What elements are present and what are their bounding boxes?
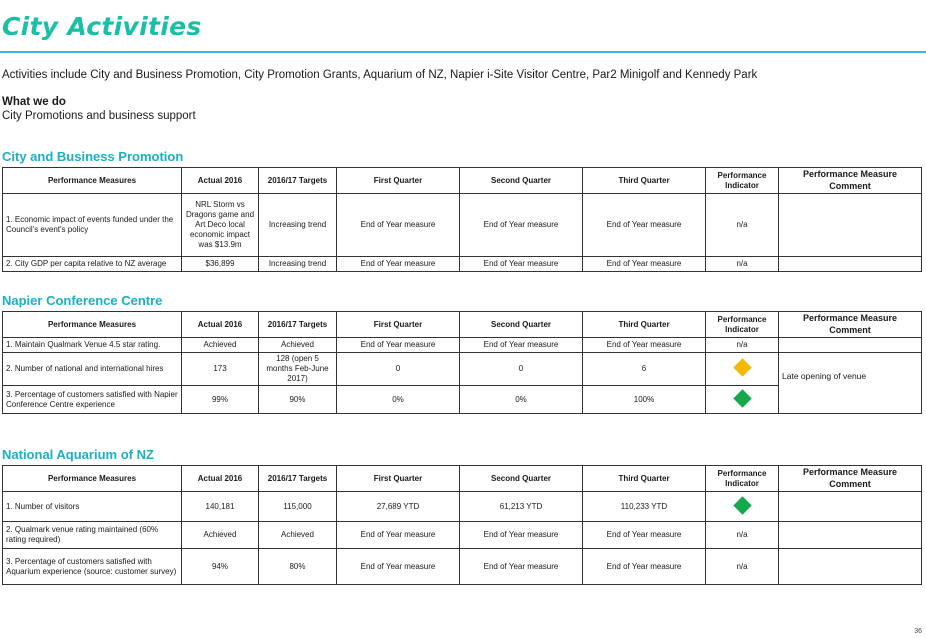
header-q2: Second Quarter (460, 466, 583, 492)
header-indicator: Performance Indicator (706, 312, 779, 338)
measure-cell: 3. Percentage of customers satisfied with Aquarium experience (source: customer survey) (3, 549, 182, 585)
green-diamond-icon (733, 496, 751, 514)
indicator-cell: n/a (706, 338, 779, 353)
table-row (3, 194, 922, 257)
target-cell: Achieved (259, 338, 337, 353)
q2-cell: End of Year measure (460, 338, 583, 353)
q2-cell: 61,213 YTD (460, 492, 583, 522)
header-q2: Second Quarter (460, 168, 583, 194)
actual-cell: NRL Storm vs Dragons game and Art Deco local economic impact was $13.9m (182, 194, 259, 257)
target-cell: Increasing trend (259, 194, 337, 257)
indicator-cell: n/a (706, 522, 779, 549)
target-cell: 80% (259, 549, 337, 585)
section-title-napier-conference-centre: Napier Conference Centre (2, 293, 163, 308)
header-actual: Actual 2016 (182, 312, 259, 338)
table-row (3, 338, 922, 353)
target-cell: Increasing trend (259, 257, 337, 272)
comment-cell (779, 549, 922, 585)
measure-cell: 2. Qualmark venue rating maintained (60% rating required) (3, 522, 182, 549)
measure-cell: 2. City GDP per capita relative to NZ average (3, 257, 182, 272)
header-targets: 2016/17 Targets (259, 312, 337, 338)
header-targets: 2016/17 Targets (259, 466, 337, 492)
q2-cell: 0% (460, 386, 583, 414)
header-q2: Second Quarter (460, 312, 583, 338)
table-header-row (3, 168, 922, 194)
q1-cell: End of Year measure (337, 257, 460, 272)
q3-cell: End of Year measure (583, 194, 706, 257)
header-actual: Actual 2016 (182, 168, 259, 194)
q1-cell: End of Year measure (337, 194, 460, 257)
indicator-cell: n/a (706, 194, 779, 257)
comment-cell (779, 194, 922, 257)
indicator-cell: n/a (706, 257, 779, 272)
intro-text: Activities include City and Business Promotion, City Promotion Grants, Aquarium of NZ, Napier i-Site Visitor Centre, Par2 Minigolf and Kennedy Park (2, 69, 758, 81)
actual-cell: 173 (182, 353, 259, 386)
header-comment: Performance Measure Comment (779, 312, 922, 338)
section-title-national-aquarium: National Aquarium of NZ (2, 447, 154, 462)
target-cell: 115,000 (259, 492, 337, 522)
actual-cell: 140,181 (182, 492, 259, 522)
measure-cell: 2. Number of national and international hires (3, 353, 182, 386)
q1-cell: 0% (337, 386, 460, 414)
comment-cell (779, 522, 922, 549)
header-comment: Performance Measure Comment (779, 168, 922, 194)
indicator-cell (706, 492, 779, 522)
table-row (3, 257, 922, 272)
header-targets: 2016/17 Targets (259, 168, 337, 194)
comment-cell (779, 257, 922, 272)
comment-cell (779, 338, 922, 353)
q1-cell: End of Year measure (337, 549, 460, 585)
table-row (3, 522, 922, 549)
header-actual: Actual 2016 (182, 466, 259, 492)
actual-cell: 94% (182, 549, 259, 585)
indicator-cell (706, 353, 779, 386)
measure-cell: 1. Number of visitors (3, 492, 182, 522)
green-diamond-icon (733, 389, 751, 407)
q2-cell: End of Year measure (460, 522, 583, 549)
table-napier-conference-centre (2, 311, 922, 414)
table-national-aquarium (2, 465, 922, 585)
measure-cell: 1. Economic impact of events funded under the Council's event's policy (3, 194, 182, 257)
comment-cell (779, 492, 922, 522)
table-header-row (3, 466, 922, 492)
table-row (3, 549, 922, 585)
table-row (3, 353, 922, 386)
header-q1: First Quarter (337, 466, 460, 492)
q1-cell: End of Year measure (337, 338, 460, 353)
q2-cell: End of Year measure (460, 257, 583, 272)
table-header-row (3, 312, 922, 338)
q3-cell: 100% (583, 386, 706, 414)
header-comment: Performance Measure Comment (779, 466, 922, 492)
table-row (3, 492, 922, 522)
measure-cell: 1. Maintain Qualmark Venue 4.5 star rating. (3, 338, 182, 353)
measure-cell: 3. Percentage of customers satisfied with Napier Conference Centre experience (3, 386, 182, 414)
q1-cell: 27,689 YTD (337, 492, 460, 522)
header-q3: Third Quarter (583, 168, 706, 194)
q2-cell: End of Year measure (460, 194, 583, 257)
header-q1: First Quarter (337, 312, 460, 338)
q3-cell: End of Year measure (583, 338, 706, 353)
q3-cell: 6 (583, 353, 706, 386)
header-q1: First Quarter (337, 168, 460, 194)
target-cell: 128 (open 5 months Feb-June 2017) (259, 353, 337, 386)
table-city-business-promotion (2, 167, 922, 272)
q2-cell: 0 (460, 353, 583, 386)
q3-cell: End of Year measure (583, 549, 706, 585)
q3-cell: End of Year measure (583, 522, 706, 549)
header-measures: Performance Measures (3, 312, 182, 338)
q2-cell: End of Year measure (460, 549, 583, 585)
header-q3: Third Quarter (583, 312, 706, 338)
what-we-do-heading: What we do (2, 96, 66, 108)
actual-cell: 99% (182, 386, 259, 414)
what-we-do-text: City Promotions and business support (2, 110, 196, 122)
page-number: 36 (914, 628, 922, 635)
q1-cell: 0 (337, 353, 460, 386)
header-indicator: Performance Indicator (706, 466, 779, 492)
actual-cell: Achieved (182, 522, 259, 549)
target-cell: 90% (259, 386, 337, 414)
title-divider (0, 51, 926, 53)
indicator-cell: n/a (706, 549, 779, 585)
header-q3: Third Quarter (583, 466, 706, 492)
amber-diamond-icon (733, 358, 751, 376)
q3-cell: End of Year measure (583, 257, 706, 272)
actual-cell: Achieved (182, 338, 259, 353)
actual-cell: $36,899 (182, 257, 259, 272)
target-cell: Achieved (259, 522, 337, 549)
q1-cell: End of Year measure (337, 522, 460, 549)
q3-cell: 110,233 YTD (583, 492, 706, 522)
header-measures: Performance Measures (3, 466, 182, 492)
page-title: City Activities (2, 12, 202, 41)
header-measures: Performance Measures (3, 168, 182, 194)
header-indicator: Performance Indicator (706, 168, 779, 194)
indicator-cell (706, 386, 779, 414)
section-title-city-business-promotion: City and Business Promotion (2, 149, 184, 164)
comment-cell: Late opening of venue (779, 353, 922, 414)
